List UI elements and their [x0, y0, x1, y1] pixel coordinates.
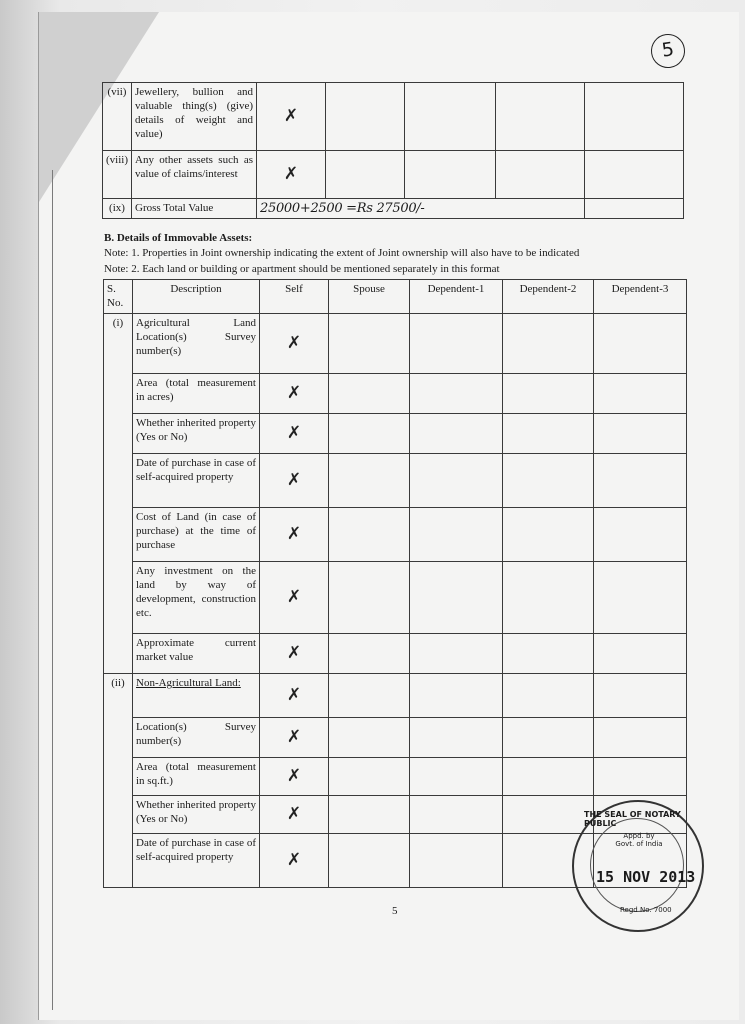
- row-description: Whether inherited property (Yes or No): [133, 414, 260, 454]
- page-marker-circled: 5: [649, 32, 687, 70]
- dependent-3-cell: [594, 634, 687, 674]
- dependent-2-cell: [496, 83, 585, 151]
- cross-mark: ✗: [286, 849, 302, 870]
- dependent-2-cell: [503, 674, 594, 718]
- table-row: [104, 508, 687, 562]
- dependent-3-cell: [594, 718, 687, 758]
- row-number: (viii): [103, 151, 132, 199]
- self-cell: [260, 674, 329, 718]
- row-description: Any investment on the land by way of development, construction etc.: [133, 562, 260, 634]
- cross-mark: ✗: [286, 726, 302, 747]
- row-description: Area (total measurement in sq.ft.): [133, 758, 260, 796]
- dependent-1-cell: [405, 83, 496, 151]
- spouse-cell: [326, 83, 405, 151]
- self-cell: [260, 314, 329, 374]
- dependent-1-cell: [410, 314, 503, 374]
- cross-mark: ✗: [286, 684, 302, 705]
- table-row: [103, 83, 684, 151]
- dependent-2-cell: [503, 796, 594, 834]
- header-spouse: Spouse: [329, 280, 410, 314]
- table-row: [104, 414, 687, 454]
- spouse-cell: [329, 454, 410, 508]
- dependent-1-cell: [410, 758, 503, 796]
- self-cell: [260, 796, 329, 834]
- row-description: Gross Total Value: [132, 199, 257, 219]
- movable-assets-table: [102, 82, 684, 219]
- dependent-2-cell: [496, 151, 585, 199]
- spouse-cell: [329, 718, 410, 758]
- row-description: Cost of Land (in case of purchase) at the time of purchase: [133, 508, 260, 562]
- section-title: B. Details of Immovable Assets:: [104, 232, 253, 244]
- dependent-1-cell: [410, 796, 503, 834]
- dependent-3-cell: [594, 562, 687, 634]
- dependent-2-cell: [503, 374, 594, 414]
- page-number: 5: [392, 905, 398, 917]
- table-row: [103, 199, 684, 219]
- table-row: [104, 718, 687, 758]
- row-description: Whether inherited property (Yes or No): [133, 796, 260, 834]
- table-row: [104, 562, 687, 634]
- header-sno: S. No.: [104, 280, 133, 314]
- dependent-2-cell: [503, 758, 594, 796]
- spouse-cell: [329, 374, 410, 414]
- dependent-1-cell: [410, 562, 503, 634]
- dependent-3-cell: [594, 508, 687, 562]
- row-description: Any other assets such as value of claims/interest: [132, 151, 257, 199]
- header-row: [104, 280, 687, 314]
- dependent-2-cell: [503, 454, 594, 508]
- self-cell: [260, 414, 329, 454]
- row-description: Location(s) Survey number(s): [133, 718, 260, 758]
- cross-mark: ✗: [286, 469, 302, 490]
- dependent-3-cell: [594, 414, 687, 454]
- dependent-1-cell: [410, 634, 503, 674]
- row-description: Approximate current market value: [133, 634, 260, 674]
- header-dependent-2: Dependent-2: [503, 280, 594, 314]
- spouse-cell: [329, 796, 410, 834]
- self-cell: [260, 758, 329, 796]
- dependent-3-cell: [594, 374, 687, 414]
- self-cell: [260, 718, 329, 758]
- table-row: [103, 151, 684, 199]
- dependent-1-cell: [410, 508, 503, 562]
- stamp-date: 15 NOV 2013: [596, 868, 696, 886]
- stamp-registration: Regd No. 7000: [620, 906, 672, 914]
- table-row: [104, 758, 687, 796]
- dependent-1-cell: [410, 674, 503, 718]
- dependent-1-cell: [405, 151, 496, 199]
- table-row: [104, 374, 687, 414]
- spouse-cell: [329, 562, 410, 634]
- spouse-cell: [326, 151, 405, 199]
- row-description: Area (total measurement in acres): [133, 374, 260, 414]
- row-description: Non-Agricultural Land:: [133, 674, 260, 718]
- cross-mark: ✗: [286, 642, 302, 663]
- cross-mark: ✗: [286, 765, 302, 786]
- dependent-3-cell: [594, 454, 687, 508]
- stamp-approval: Appd. by Govt. of India: [615, 832, 663, 848]
- cross-mark: ✗: [286, 382, 302, 403]
- self-cell: [260, 634, 329, 674]
- spouse-cell: [329, 758, 410, 796]
- cross-mark: ✗: [286, 803, 302, 824]
- dependent-2-cell: [503, 634, 594, 674]
- dependent-3-cell: [594, 674, 687, 718]
- dependent-1-cell: [410, 718, 503, 758]
- dependent-3-cell: [594, 758, 687, 796]
- cross-mark: ✗: [286, 422, 302, 443]
- spouse-cell: [329, 634, 410, 674]
- cross-mark: ✗: [286, 523, 302, 544]
- self-cell: [260, 454, 329, 508]
- cross-mark: ✗: [286, 586, 302, 607]
- table-row: [104, 674, 687, 718]
- immovable-assets-table: [103, 279, 687, 888]
- cross-mark: ✗: [286, 332, 302, 353]
- group-number: (ii): [104, 674, 133, 888]
- note-2: Note: 2. Each land or building or apartment should be mentioned separately in this format: [104, 263, 500, 275]
- dependent-2-cell: [503, 414, 594, 454]
- dependent-1-cell: [410, 454, 503, 508]
- dependent-3-cell: [585, 151, 684, 199]
- group-number: (i): [104, 314, 133, 674]
- dependent-1-cell: [410, 414, 503, 454]
- row-number: (vii): [103, 83, 132, 151]
- row-number: (ix): [103, 199, 132, 219]
- spouse-cell: [329, 508, 410, 562]
- row-description: Date of purchase in case of self-acquired property: [133, 834, 260, 888]
- dependent-3-cell: [594, 314, 687, 374]
- dependent-3-cell: [585, 83, 684, 151]
- table-row: [104, 454, 687, 508]
- self-cell: [260, 508, 329, 562]
- spouse-cell: [329, 414, 410, 454]
- spouse-cell: [329, 674, 410, 718]
- table-row: [104, 314, 687, 374]
- row-description: Agricultural Land Location(s) Survey number(s): [133, 314, 260, 374]
- self-cell: [260, 374, 329, 414]
- self-cell: [260, 834, 329, 888]
- spouse-cell: [329, 834, 410, 888]
- spouse-cell: [329, 314, 410, 374]
- dependent-2-cell: [503, 562, 594, 634]
- note-1: Note: 1. Properties in Joint ownership indicating the extent of Joint ownership will also have to be indicated: [104, 247, 580, 259]
- self-cell: [257, 83, 326, 151]
- cross-mark: ✗: [283, 105, 299, 126]
- self-cell: [260, 562, 329, 634]
- stamp-title: THE SEAL OF NOTARY PUBLIC: [584, 810, 681, 828]
- left-margin-line: [52, 170, 53, 1010]
- dependent-2-cell: [503, 508, 594, 562]
- header-description: Description: [133, 280, 260, 314]
- header-self: Self: [260, 280, 329, 314]
- self-cell: [257, 151, 326, 199]
- cross-mark: ✗: [283, 163, 299, 184]
- row-description: Date of purchase in case of self-acquired property: [133, 454, 260, 508]
- header-dependent-3: Dependent-3: [594, 280, 687, 314]
- dependent-3-cell: [585, 199, 684, 219]
- table-row: [104, 634, 687, 674]
- dependent-1-cell: [410, 834, 503, 888]
- dependent-2-cell: [503, 314, 594, 374]
- dependent-2-cell: [503, 718, 594, 758]
- dependent-1-cell: [410, 374, 503, 414]
- row-description: Jewellery, bullion and valuable thing(s) (give) details of weight and value): [132, 83, 257, 151]
- notary-seal-stamp: [572, 800, 704, 932]
- handwritten-total: 25000+2500 =Rs 27500/-: [260, 200, 425, 216]
- header-dependent-1: Dependent-1: [410, 280, 503, 314]
- gross-total-value-cell: [257, 199, 585, 219]
